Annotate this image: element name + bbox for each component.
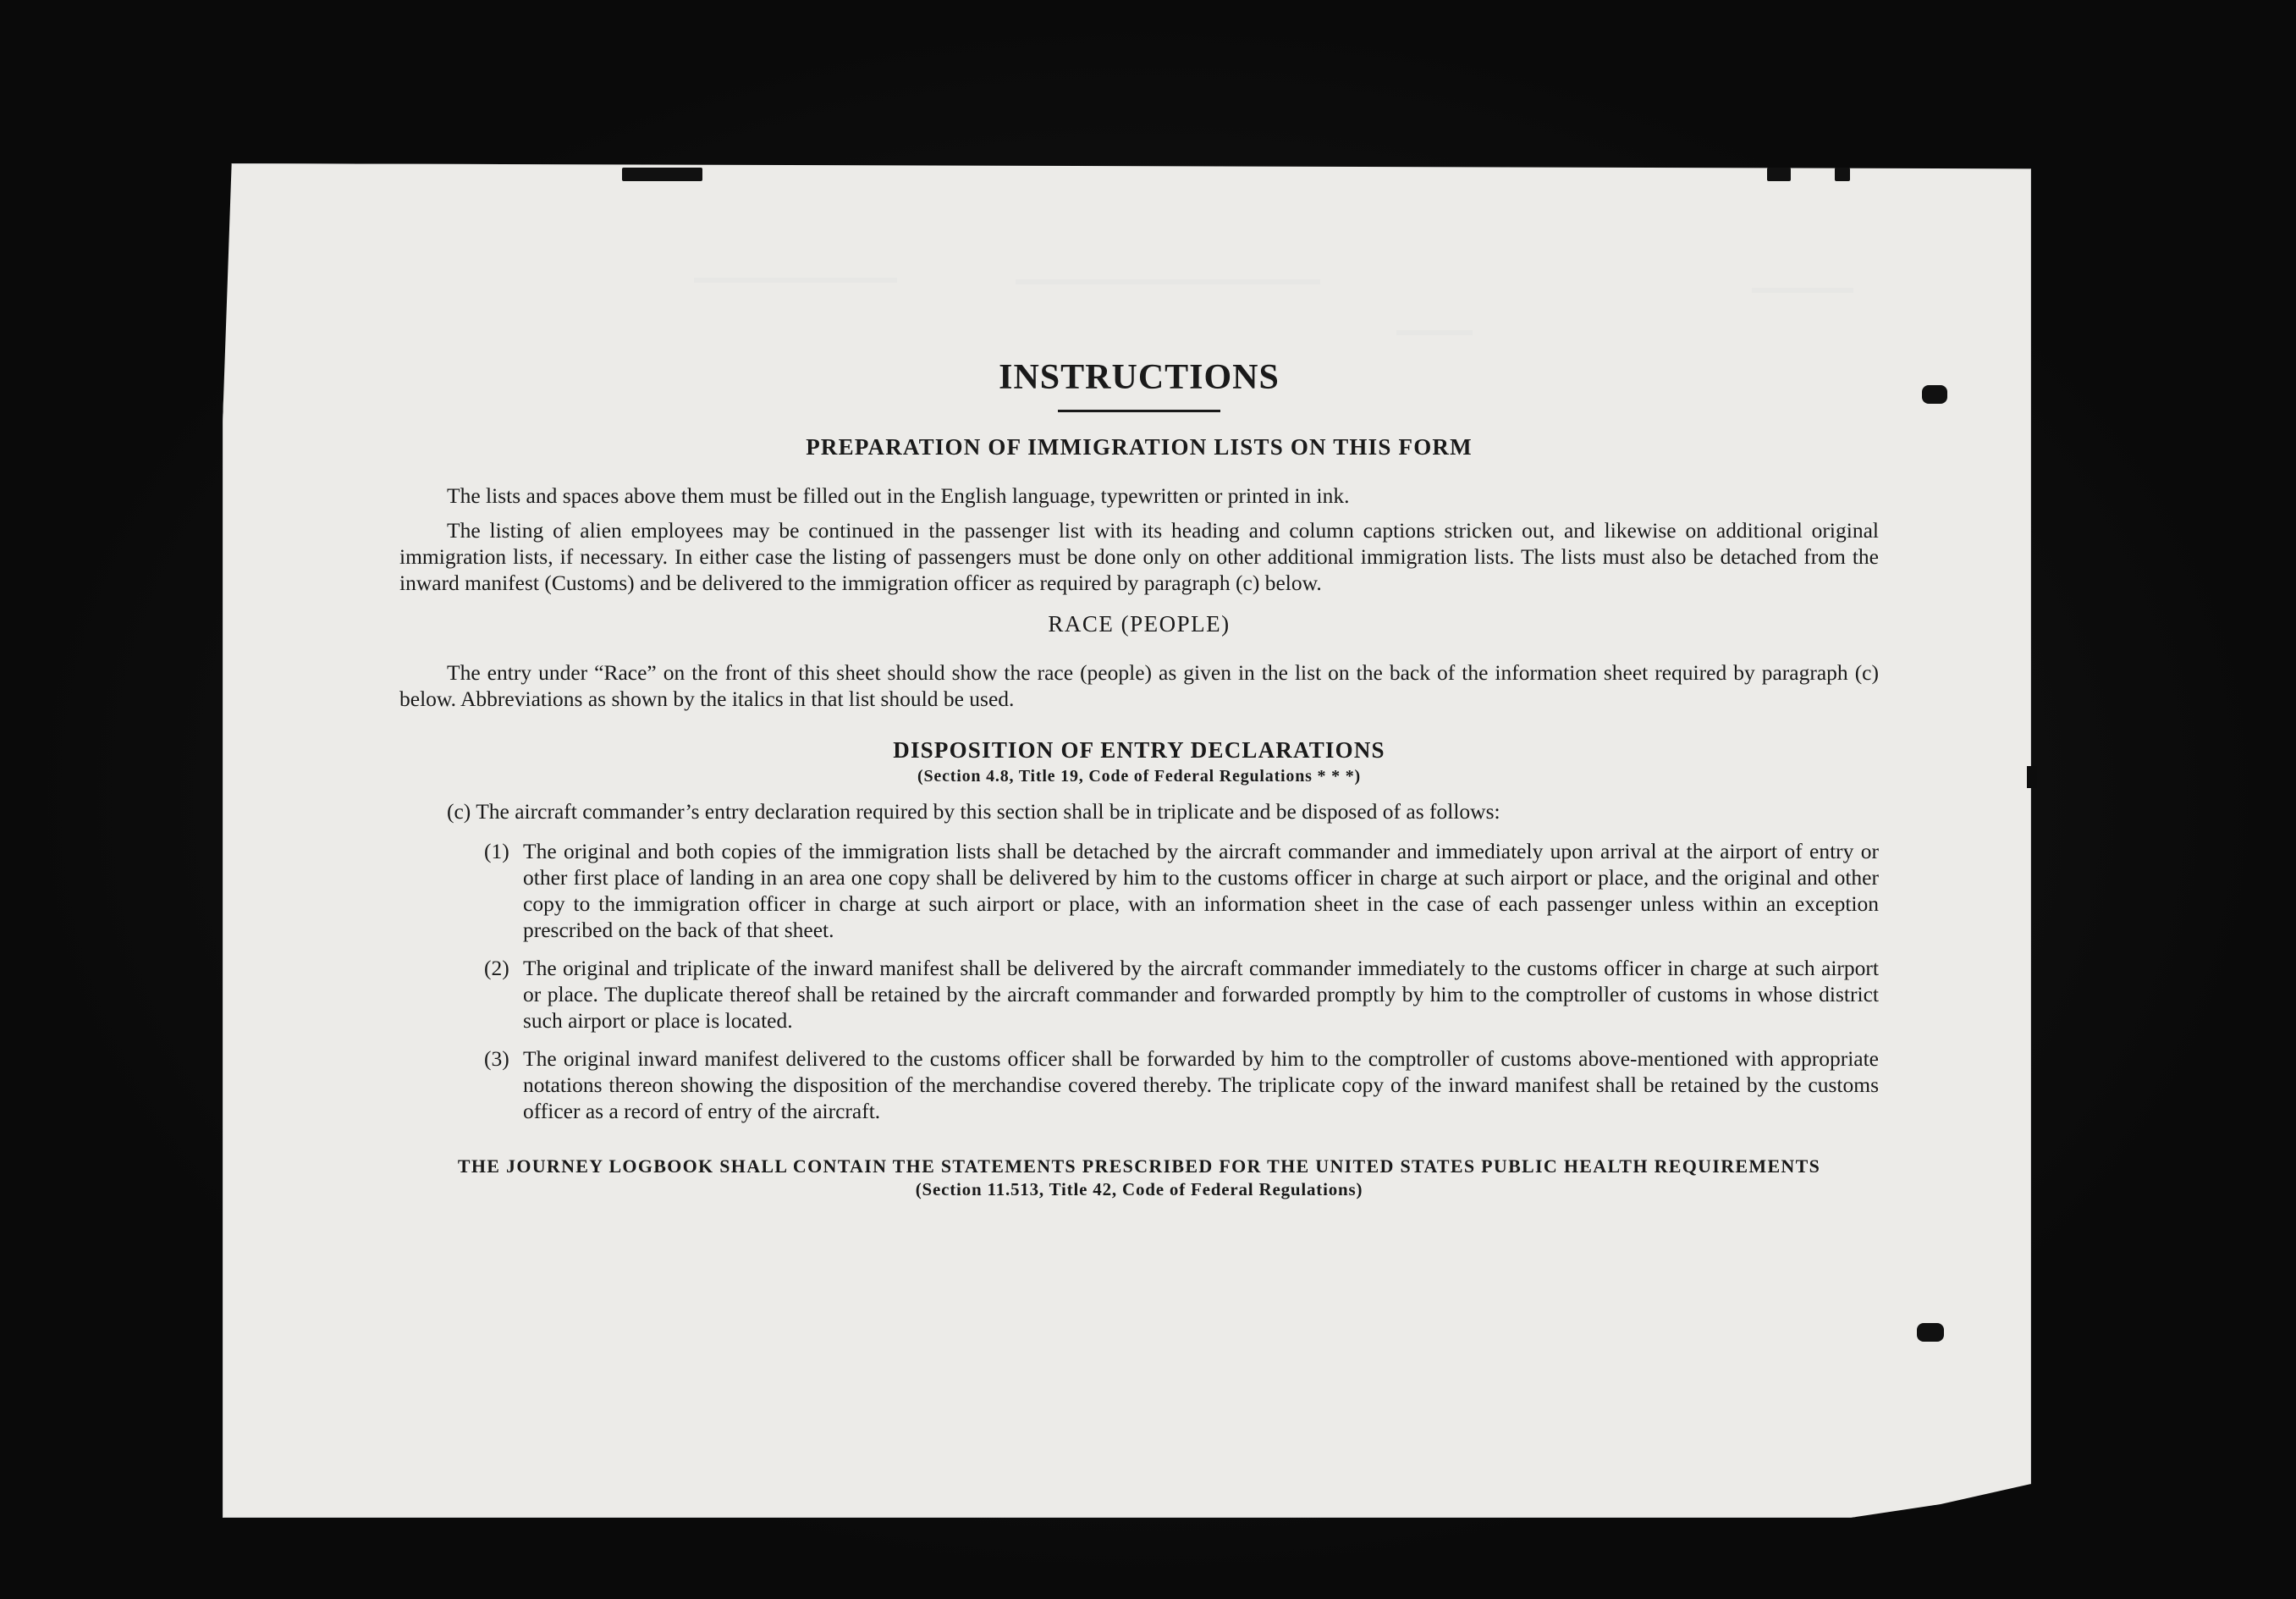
bleed-through-mark <box>1396 330 1473 335</box>
bleed-through-mark <box>1752 288 1853 293</box>
staple-mark <box>1767 168 1791 181</box>
health-requirements-reference: (Section 11.513, Title 42, Code of Federal Regulations) <box>915 1179 1363 1199</box>
disposition-lead: (c) The aircraft commander’s entry declaration required by this section shall be in triplicate and be disposed of as follows: <box>447 799 1500 824</box>
instructions-content <box>399 343 1879 1200</box>
disposition-item <box>484 838 1879 943</box>
staple-mark <box>622 168 702 181</box>
disposition-item <box>484 1045 1879 1124</box>
punch-hole <box>1917 1323 1944 1342</box>
item-text: The original and triplicate of the inward manifest shall be delivered by the aircraft commander immediately to the customs officer in charge at such airport or place. The duplicate thereof shall be retained by the aircraft commander and forwarded promptly by him to the comptroller of customs in whose district such airport or place is located. <box>523 956 1879 1033</box>
item-text: The original inward manifest delivered to the customs officer shall be forwarded by him to the comptroller of customs above-mentioned with appropriate notations thereon showing the disposition of the merchandise covered thereby. The triplicate copy of the inward manifest shall be retained by the customs officer as a record of entry of the aircraft. <box>523 1046 1879 1123</box>
item-number: (3) <box>484 1046 509 1071</box>
health-requirements-statement: THE JOURNEY LOGBOOK SHALL CONTAIN THE STATEMENTS PRESCRIBED FOR THE UNITED STATES PUBLIC HEALTH REQUIREMENTS <box>457 1155 1821 1177</box>
item-number: (1) <box>484 839 509 863</box>
disposition-reference: (Section 4.8, Title 19, Code of Federal Regulations * * *) <box>917 767 1361 786</box>
disposition-item <box>484 955 1879 1034</box>
item-text: The original and both copies of the immigration lists shall be detached by the aircraft commander and immediately upon arrival at the airport of entry or other first place of landing in an area one copy shall be delivered by him to the customs officer in charge at such airport or place, and the original and other copy to the immigration officer in charge at such airport or place, with an information sheet in the case of each passenger unless within an exception prescribed on the back of that sheet. <box>523 839 1879 942</box>
punch-hole <box>1922 385 1947 404</box>
race-paragraph: The entry under “Race” on the front of this sheet should show the race (people) as given in the list on the back of the information sheet required by paragraph (c) below. Abbreviations as shown by the italics in that list should be used. <box>399 660 1879 711</box>
preparation-paragraph-2: The listing of alien employees may be continued in the passenger list with its heading and column captions stricken out, and likewise on additional original immigration lists, if necessary. In either case the listing of passengers must be done only on other additional immigration lists. The lists must also be detached from the inward manifest (Customs) and be delivered to the immigration officer as required by paragraph (c) below. <box>399 518 1879 595</box>
item-number: (2) <box>484 956 509 980</box>
bleed-through-mark <box>694 278 897 283</box>
title-underline <box>1058 410 1220 412</box>
bleed-through-mark <box>1016 279 1320 284</box>
page-edge-notch <box>2027 766 2037 788</box>
page-title: INSTRUCTIONS <box>999 358 1280 397</box>
staple-mark <box>1835 168 1850 181</box>
preparation-heading: PREPARATION OF IMMIGRATION LISTS ON THIS FORM <box>806 434 1473 460</box>
race-heading: RACE (PEOPLE) <box>1048 611 1231 637</box>
disposition-heading: DISPOSITION OF ENTRY DECLARATIONS <box>893 737 1385 763</box>
preparation-paragraph-1: The lists and spaces above them must be filled out in the English language, typewritten or printed in ink. <box>447 483 1350 508</box>
